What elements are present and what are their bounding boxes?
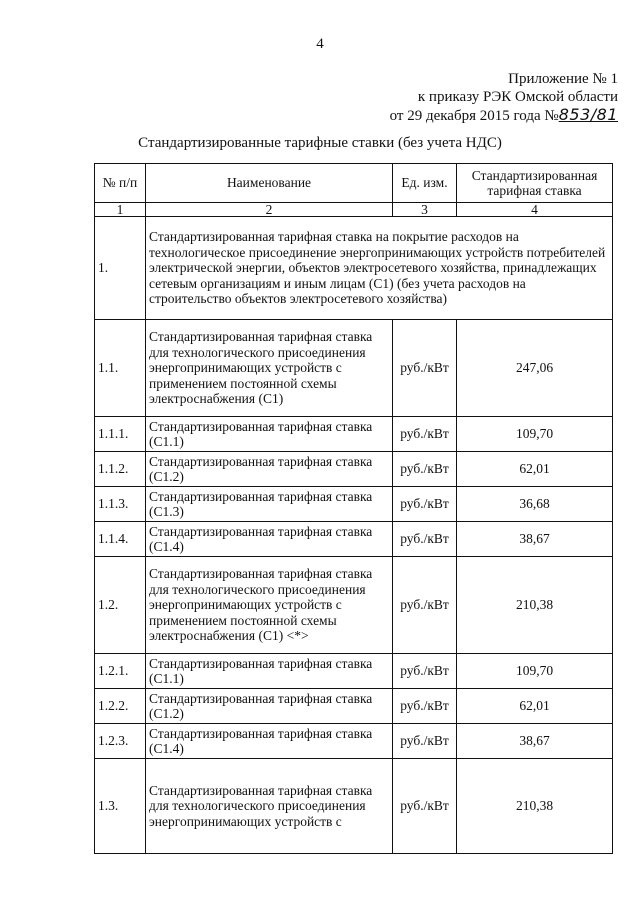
row-name: Стандартизированная тарифная ставка (С1.4) bbox=[146, 522, 393, 557]
row-num: 1.1.1. bbox=[95, 417, 146, 452]
document-title: Стандартизированные тарифные ставки (без учета НДС) bbox=[138, 135, 502, 151]
table-row bbox=[95, 654, 613, 689]
row-num: 1.3. bbox=[95, 759, 146, 854]
row-value: 36,68 bbox=[457, 487, 613, 522]
row-value: 38,67 bbox=[457, 724, 613, 759]
table-header-row bbox=[95, 164, 613, 203]
header-value: Стандартизированная тарифная ставка bbox=[457, 164, 613, 203]
row-name: Стандартизированная тарифная ставка для технологического присоединения энергопринимающих устройств с применением постоянной схемы электроснабжения (С1) <*> bbox=[146, 557, 393, 654]
row-value: 62,01 bbox=[457, 689, 613, 724]
index-cell: 2 bbox=[146, 203, 393, 217]
table-row bbox=[95, 689, 613, 724]
row-unit: руб./кВт bbox=[393, 724, 457, 759]
row-value: 247,06 bbox=[457, 320, 613, 417]
table-index-row bbox=[95, 203, 613, 217]
appendix-title: Приложение № 1 bbox=[508, 71, 618, 87]
row-num: 1.1.2. bbox=[95, 452, 146, 487]
row-num: 1.2.3. bbox=[95, 724, 146, 759]
row-name: Стандартизированная тарифная ставка (С1.2) bbox=[146, 689, 393, 724]
table-row bbox=[95, 320, 613, 417]
row-unit: руб./кВт bbox=[393, 557, 457, 654]
row-num: 1.2.1. bbox=[95, 654, 146, 689]
row-name: Стандартизированная тарифная ставка на покрытие расходов на технологическое присоединение энергопринимающих устройств потребителей электрической энергии, объектов электросетевого хозяйства, принадлежащих сетевым организациям и иным лицам (С1) (без учета расходов на строительство объектов электросетевого хозяйства) bbox=[146, 217, 613, 320]
table-row bbox=[95, 217, 613, 320]
appendix-block bbox=[390, 70, 618, 125]
row-value: 38,67 bbox=[457, 522, 613, 557]
table-row bbox=[95, 452, 613, 487]
appendix-date-text: от 29 декабря 2015 года № bbox=[389, 108, 559, 124]
page-number: 4 bbox=[316, 36, 324, 52]
row-name: Стандартизированная тарифная ставка для технологического присоединения энергопринимающих устройств с bbox=[146, 759, 393, 854]
row-unit: руб./кВт bbox=[393, 417, 457, 452]
row-unit: руб./кВт bbox=[393, 487, 457, 522]
table-row bbox=[95, 724, 613, 759]
row-unit: руб./кВт bbox=[393, 522, 457, 557]
header-unit: Ед. изм. bbox=[393, 164, 457, 203]
row-value: 109,70 bbox=[457, 417, 613, 452]
row-num: 1.2.2. bbox=[95, 689, 146, 724]
appendix-order-date bbox=[390, 106, 618, 125]
row-unit: руб./кВт bbox=[393, 759, 457, 854]
row-num: 1.2. bbox=[95, 557, 146, 654]
index-cell: 4 bbox=[457, 203, 613, 217]
table-row bbox=[95, 759, 613, 854]
row-unit: руб./кВт bbox=[393, 689, 457, 724]
row-name: Стандартизированная тарифная ставка (С1.1) bbox=[146, 417, 393, 452]
row-value: 109,70 bbox=[457, 654, 613, 689]
header-name: Наименование bbox=[146, 164, 393, 203]
table-row bbox=[95, 417, 613, 452]
index-cell: 3 bbox=[393, 203, 457, 217]
row-value: 210,38 bbox=[457, 759, 613, 854]
row-unit: руб./кВт bbox=[393, 452, 457, 487]
row-value: 62,01 bbox=[457, 452, 613, 487]
row-num: 1. bbox=[95, 217, 146, 320]
row-name: Стандартизированная тарифная ставка (С1.1) bbox=[146, 654, 393, 689]
row-name: Стандартизированная тарифная ставка (С1.3) bbox=[146, 487, 393, 522]
row-value: 210,38 bbox=[457, 557, 613, 654]
table-row bbox=[95, 557, 613, 654]
row-num: 1.1. bbox=[95, 320, 146, 417]
header-num: № п/п bbox=[95, 164, 146, 203]
table-row bbox=[95, 487, 613, 522]
tariff-table bbox=[94, 163, 613, 854]
row-num: 1.1.3. bbox=[95, 487, 146, 522]
handwritten-order-number: 853/81 bbox=[558, 105, 618, 124]
appendix-order-ref: к приказу РЭК Омской области bbox=[417, 89, 618, 105]
row-name: Стандартизированная тарифная ставка (С1.4) bbox=[146, 724, 393, 759]
row-name: Стандартизированная тарифная ставка для технологического присоединения энергопринимающих устройств с применением постоянной схемы электроснабжения (С1) bbox=[146, 320, 393, 417]
row-name: Стандартизированная тарифная ставка (С1.2) bbox=[146, 452, 393, 487]
row-unit: руб./кВт bbox=[393, 320, 457, 417]
table-row bbox=[95, 522, 613, 557]
index-cell: 1 bbox=[95, 203, 146, 217]
row-num: 1.1.4. bbox=[95, 522, 146, 557]
row-unit: руб./кВт bbox=[393, 654, 457, 689]
